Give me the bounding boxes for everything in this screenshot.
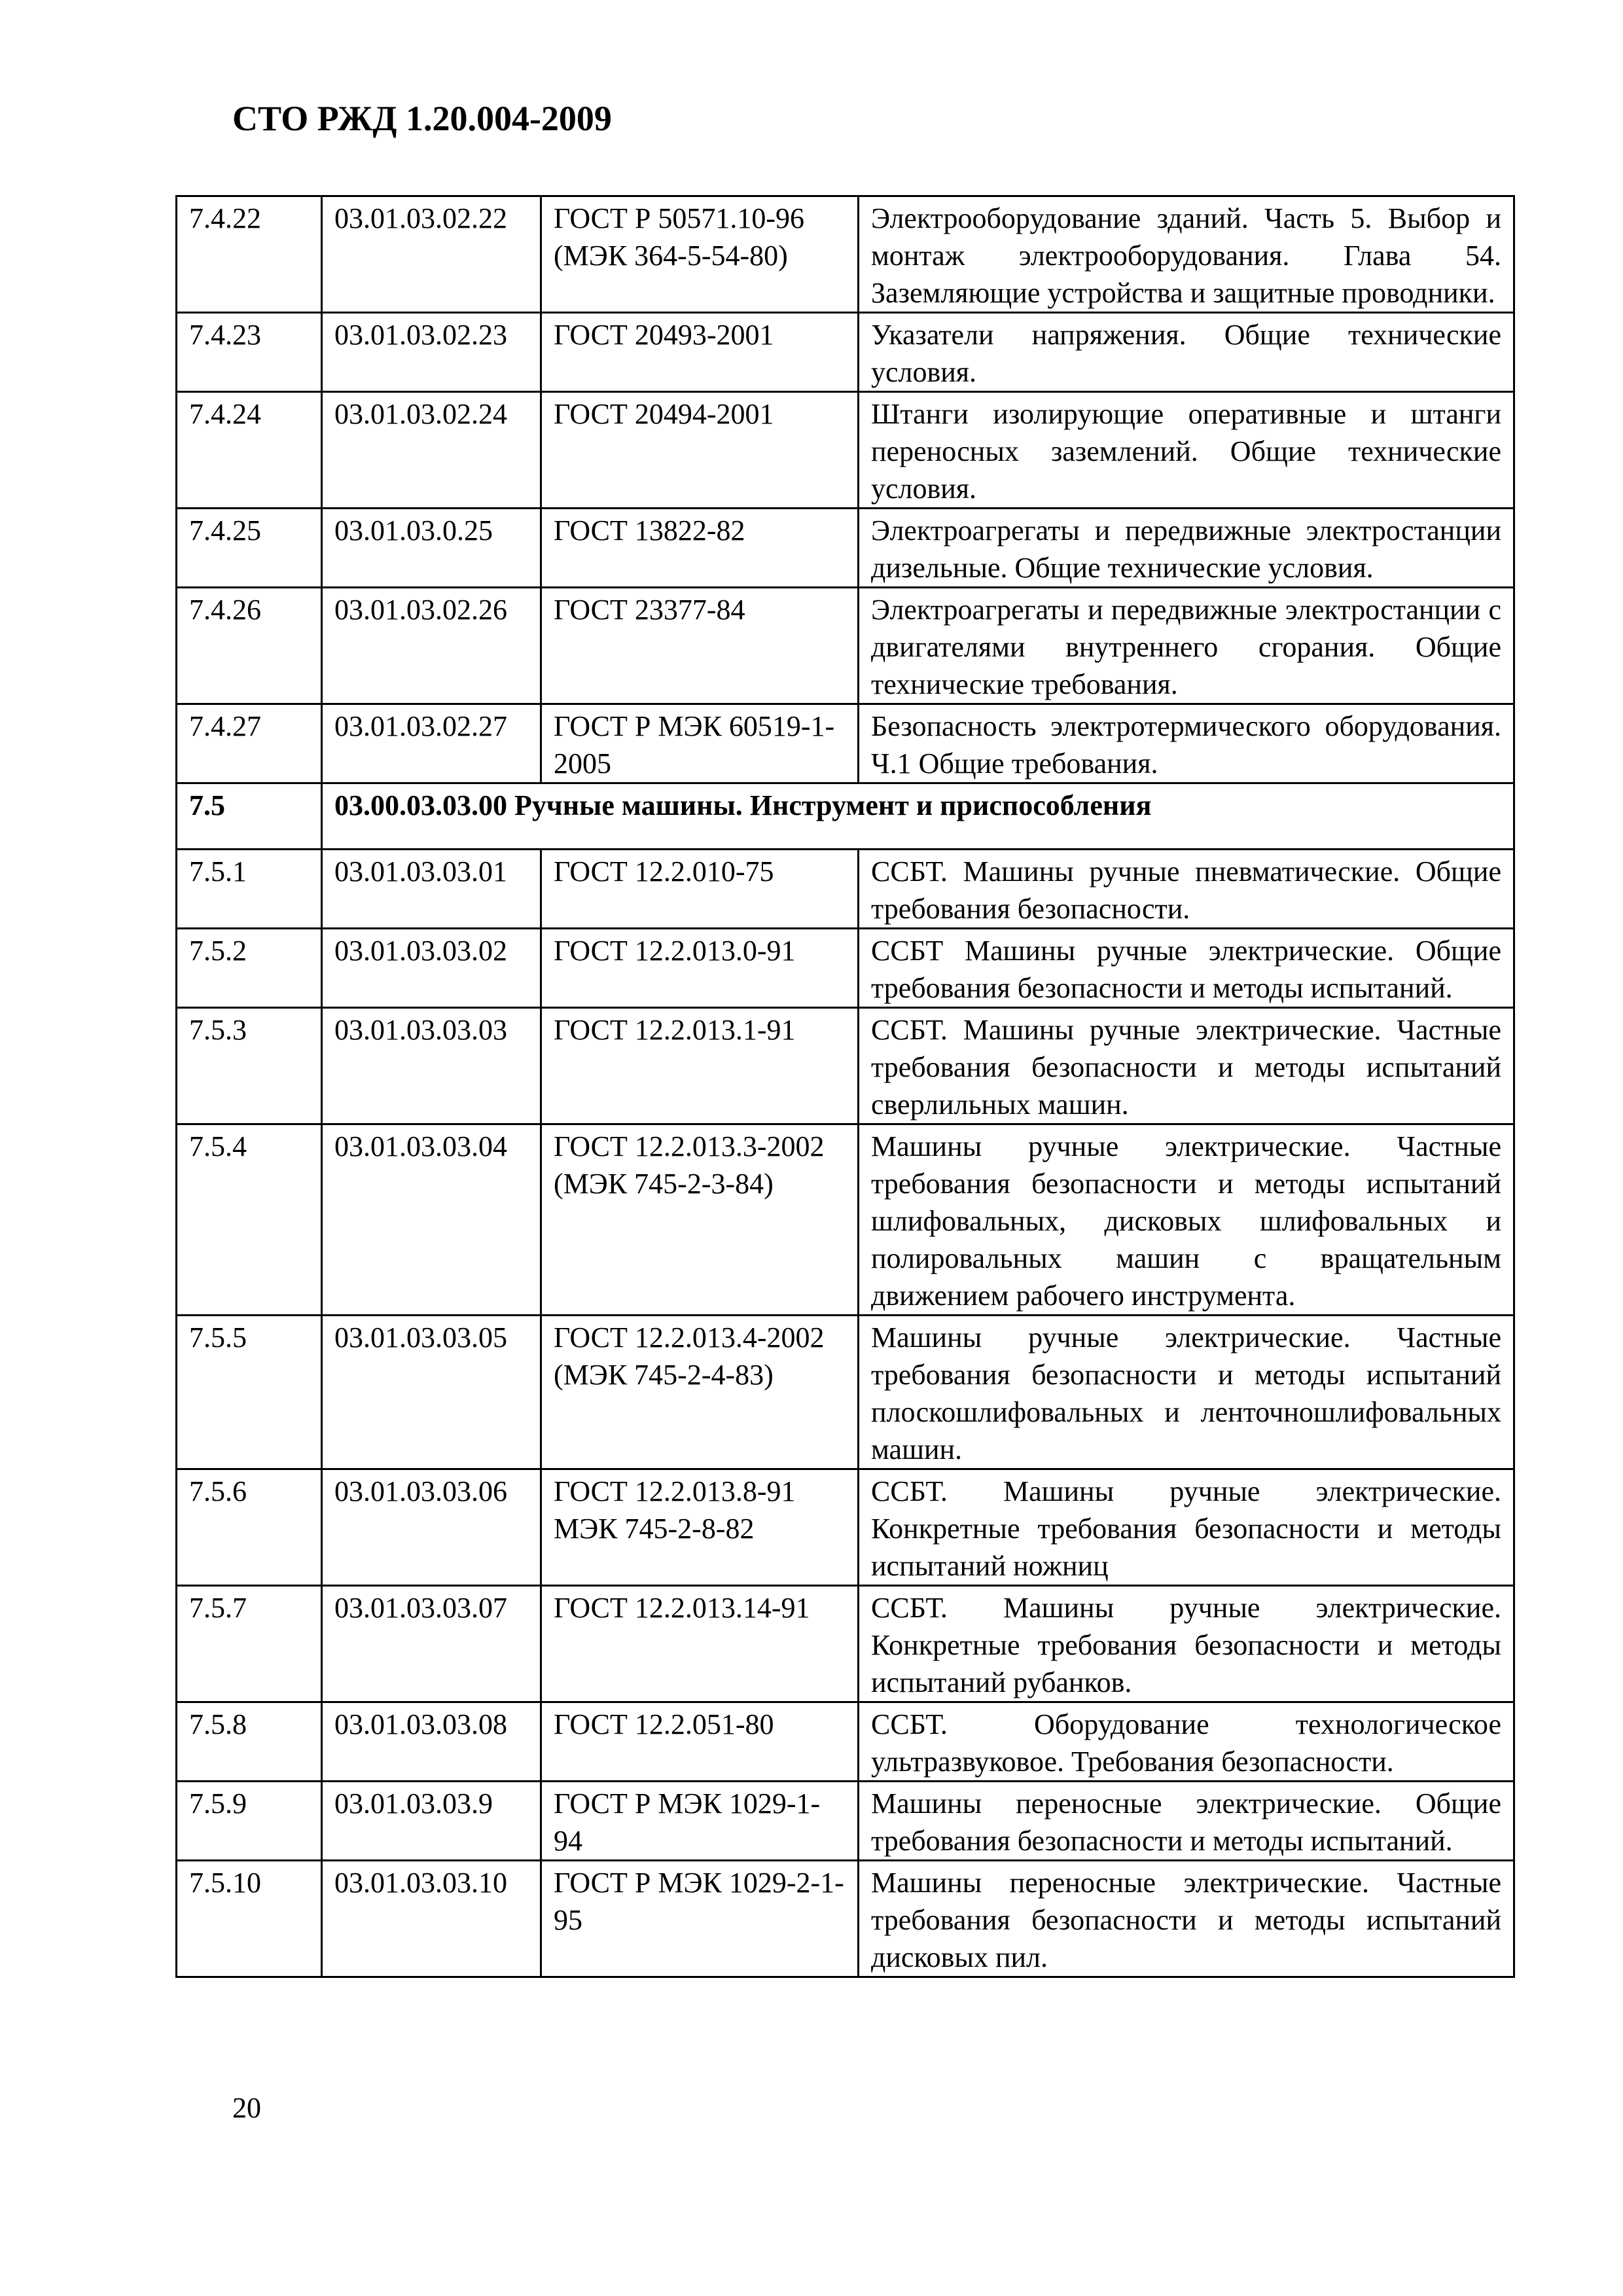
table-body-bottom [177, 850, 1514, 1977]
row-number: 7.5.2 [177, 929, 322, 1008]
classifier-code: 03.01.03.03.08 [322, 1702, 541, 1782]
standard-designation: ГОСТ 20494-2001 [541, 392, 859, 509]
classifier-code: 03.01.03.03.01 [322, 850, 541, 929]
table-row [177, 313, 1514, 392]
table-row [177, 1702, 1514, 1782]
section-row [177, 783, 1514, 850]
table-row [177, 1469, 1514, 1586]
standard-title: Штанги изолирующие оперативные и штанги переносных заземлений. Общие технические условия. [859, 392, 1514, 509]
row-number: 7.4.27 [177, 704, 322, 783]
standard-title: ССБТ. Машины ручные электрические. Конкретные требования безопасности и методы испытаний ножниц [859, 1469, 1514, 1586]
table-row [177, 509, 1514, 588]
standard-title: Машины переносные электрические. Общие требования безопасности и методы испытаний. [859, 1782, 1514, 1861]
standard-title: Машины ручные электрические. Частные требования безопасности и методы испытаний плоскошлифовальных и ленточношлифовальных машин. [859, 1316, 1514, 1469]
classifier-code: 03.01.03.03.04 [322, 1124, 541, 1316]
row-number: 7.4.22 [177, 196, 322, 313]
row-number: 7.4.25 [177, 509, 322, 588]
classifier-code: 03.01.03.03.9 [322, 1782, 541, 1861]
table-row [177, 1316, 1514, 1469]
section-title: 03.00.03.03.00 Ручные машины. Инструмент и приспособления [322, 783, 1514, 850]
standard-title: Электроагрегаты и передвижные электростанции дизельные. Общие технические условия. [859, 509, 1514, 588]
table-row [177, 588, 1514, 704]
standard-designation: ГОСТ 12.2.051-80 [541, 1702, 859, 1782]
standard-title: ССБТ. Машины ручные электрические. Частные требования безопасности и методы испытаний сверлильных машин. [859, 1008, 1514, 1124]
table-row [177, 1586, 1514, 1702]
classifier-code: 03.01.03.03.10 [322, 1861, 541, 1977]
standard-designation: ГОСТ Р МЭК 1029-2-1-95 [541, 1861, 859, 1977]
row-number: 7.5.5 [177, 1316, 322, 1469]
row-number: 7.5.3 [177, 1008, 322, 1124]
standard-designation: ГОСТ 12.2.013.8-91 МЭК 745-2-8-82 [541, 1469, 859, 1586]
classifier-code: 03.01.03.0.25 [322, 509, 541, 588]
standard-title: Электрооборудование зданий. Часть 5. Выбор и монтаж электрооборудования. Глава 54. Заземляющие устройства и защитные проводники. [859, 196, 1514, 313]
classifier-code: 03.01.03.03.06 [322, 1469, 541, 1586]
row-number: 7.4.23 [177, 313, 322, 392]
standard-designation: ГОСТ 12.2.013.4-2002 (МЭК 745-2-4-83) [541, 1316, 859, 1469]
row-number: 7.5.6 [177, 1469, 322, 1586]
standard-designation: ГОСТ 12.2.013.14-91 [541, 1586, 859, 1702]
standard-title: ССБТ. Оборудование технологическое ультразвуковое. Требования безопасности. [859, 1702, 1514, 1782]
classifier-code: 03.01.03.02.23 [322, 313, 541, 392]
standard-designation: ГОСТ 13822-82 [541, 509, 859, 588]
standard-title: Машины переносные электрические. Частные требования безопасности и методы испытаний дисковых пил. [859, 1861, 1514, 1977]
standard-designation: ГОСТ Р МЭК 60519-1-2005 [541, 704, 859, 783]
page-number: 20 [232, 2092, 261, 2124]
standard-designation: ГОСТ 12.2.013.0-91 [541, 929, 859, 1008]
table-row [177, 850, 1514, 929]
table-row [177, 1124, 1514, 1316]
row-number: 7.5.4 [177, 1124, 322, 1316]
section-number: 7.5 [177, 783, 322, 850]
standard-designation: ГОСТ 12.2.013.1-91 [541, 1008, 859, 1124]
standard-designation: ГОСТ 12.2.010-75 [541, 850, 859, 929]
standard-designation: ГОСТ 20493-2001 [541, 313, 859, 392]
classifier-code: 03.01.03.03.03 [322, 1008, 541, 1124]
section-heading [177, 783, 1514, 850]
row-number: 7.5.8 [177, 1702, 322, 1782]
document-header: СТО РЖД 1.20.004-2009 [232, 99, 612, 138]
classifier-code: 03.01.03.02.22 [322, 196, 541, 313]
table-row [177, 704, 1514, 783]
table-row [177, 392, 1514, 509]
classifier-code: 03.01.03.02.27 [322, 704, 541, 783]
standard-designation: ГОСТ Р МЭК 1029-1-94 [541, 1782, 859, 1861]
standard-title: Безопасность электротермического оборудования. Ч.1 Общие требования. [859, 704, 1514, 783]
standard-title: ССБТ. Машины ручные электрические. Конкретные требования безопасности и методы испытаний рубанков. [859, 1586, 1514, 1702]
table-row [177, 1008, 1514, 1124]
row-number: 7.4.24 [177, 392, 322, 509]
table-row [177, 196, 1514, 313]
standard-designation: ГОСТ 23377-84 [541, 588, 859, 704]
table-row [177, 1782, 1514, 1861]
classifier-code: 03.01.03.02.26 [322, 588, 541, 704]
table-row [177, 1861, 1514, 1977]
classifier-code: 03.01.03.03.02 [322, 929, 541, 1008]
standard-title: Машины ручные электрические. Частные требования безопасности и методы испытаний шлифовальных, дисковых шлифовальных и полировальных машин с вращательным движением рабочего инструмента. [859, 1124, 1514, 1316]
standards-table [175, 195, 1515, 1978]
standard-designation: ГОСТ Р 50571.10-96 (МЭК 364-5-54-80) [541, 196, 859, 313]
standard-designation: ГОСТ 12.2.013.3-2002 (МЭК 745-2-3-84) [541, 1124, 859, 1316]
row-number: 7.5.10 [177, 1861, 322, 1977]
classifier-code: 03.01.03.03.07 [322, 1586, 541, 1702]
row-number: 7.5.9 [177, 1782, 322, 1861]
standard-title: Электроагрегаты и передвижные электростанции с двигателями внутреннего сгорания. Общие технические требования. [859, 588, 1514, 704]
row-number: 7.4.26 [177, 588, 322, 704]
table-body-top [177, 196, 1514, 783]
standard-title: ССБТ Машины ручные электрические. Общие требования безопасности и методы испытаний. [859, 929, 1514, 1008]
row-number: 7.5.7 [177, 1586, 322, 1702]
classifier-code: 03.01.03.03.05 [322, 1316, 541, 1469]
table-row [177, 929, 1514, 1008]
row-number: 7.5.1 [177, 850, 322, 929]
standard-title: ССБТ. Машины ручные пневматические. Общие требования безопасности. [859, 850, 1514, 929]
standard-title: Указатели напряжения. Общие технические условия. [859, 313, 1514, 392]
classifier-code: 03.01.03.02.24 [322, 392, 541, 509]
